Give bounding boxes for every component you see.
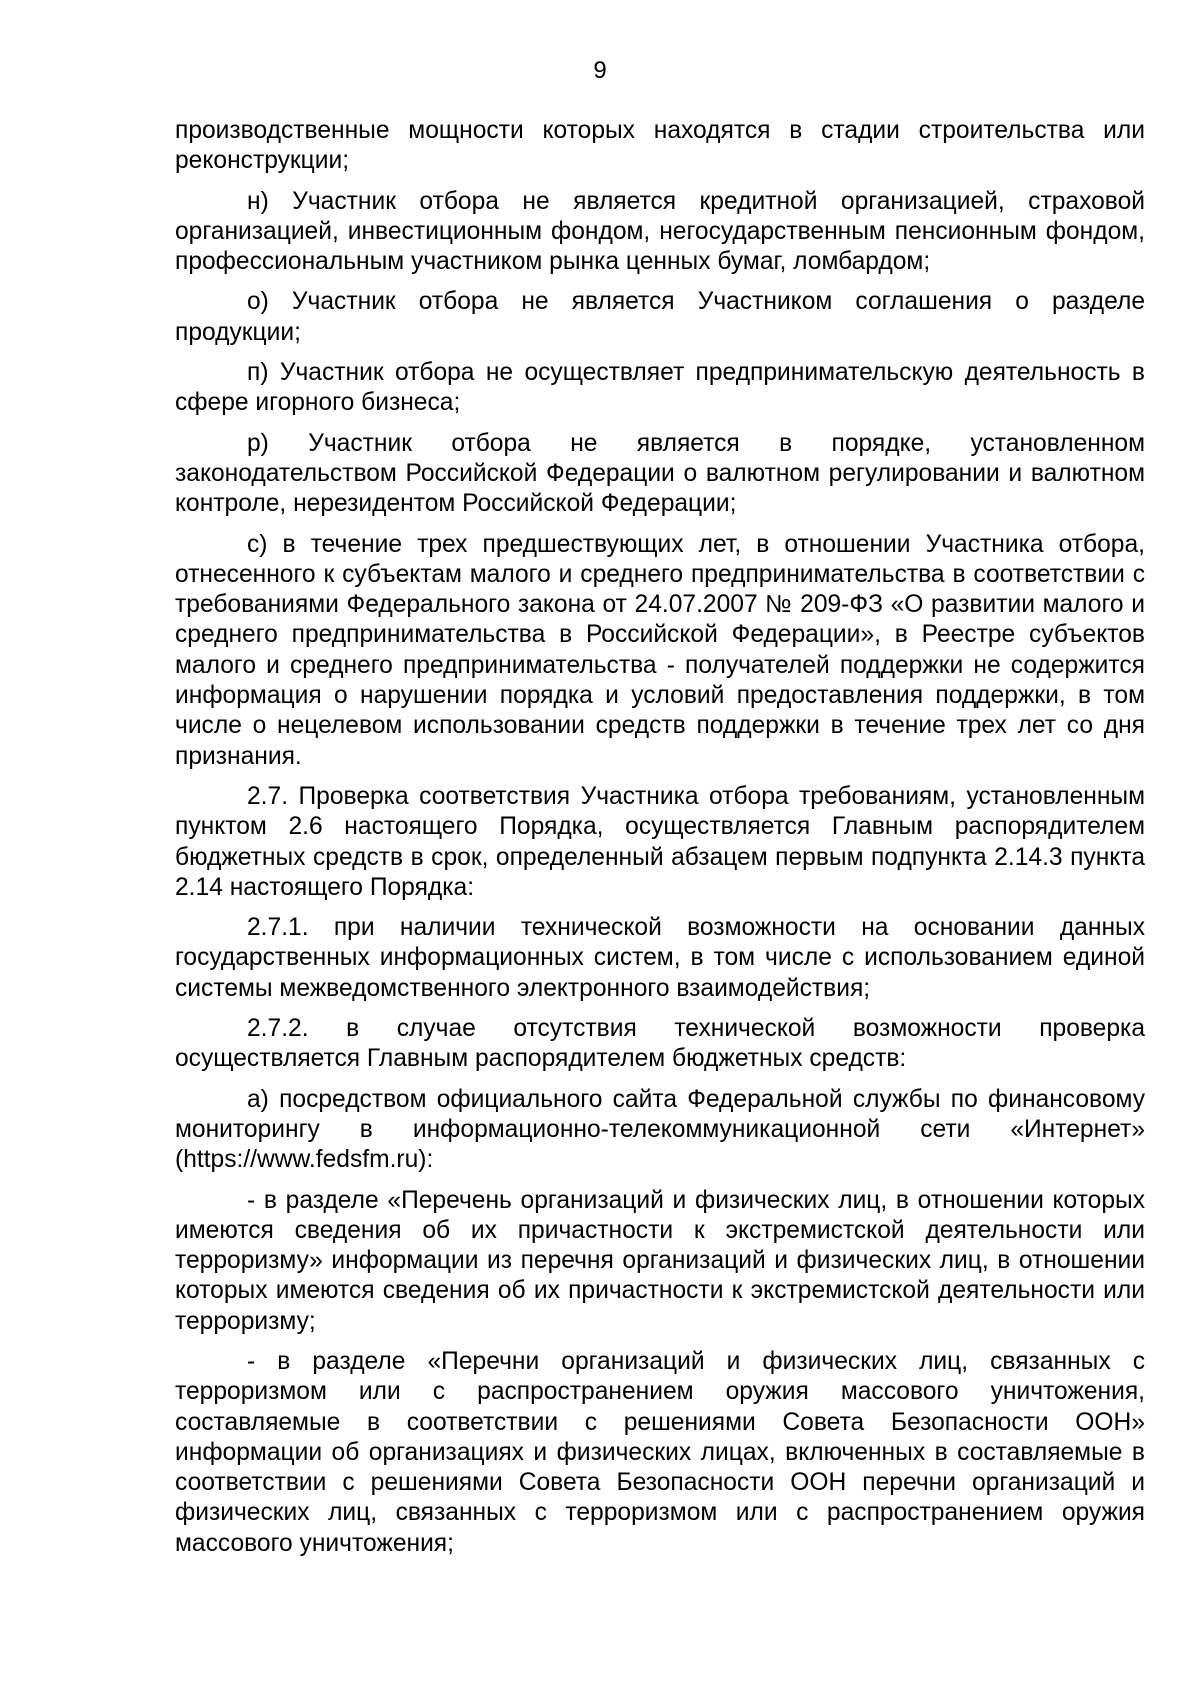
paragraph-continuation: производственные мощности которых находятся в стадии строительства или реконструкции; [175,117,1145,175]
paragraph-a: а) посредством официального сайта Федеральной службы по финансовому мониторингу в информационно-телекоммуникационной сети «Интернет» (https://www.fedsfm.ru): [175,1085,1145,1174]
paragraph-2-7: 2.7. Проверка соответствия Участника отбора требованиям, установленным пунктом 2.6 настоящего Порядка, осуществляется Главным распорядителем бюджетных средств в срок, определенный абзацем первым подпункта 2.14.3 пункта 2.14 настоящего Порядка: [175,782,1145,901]
page-number: 9 [593,57,607,84]
paragraph-s: с) в течение трех предшествующих лет, в отношении Участника отбора, отнесенного к субъектам малого и среднего предпринимательства в соответствии с требованиями Федерального закона от 24.07.2007 № 209-ФЗ «О развитии малого и среднего предпринимательства в Российской Федерации», в Реестре субъектов малого и среднего предпринимательства - получателей поддержки не содержится информация о нарушении порядка и условий предоставления поддержки, в том числе о нецелевом использовании средств поддержки в течение трех лет со дня признания. [175,530,1145,770]
paragraph-2-7-2: 2.7.2. в случае отсутствия технической возможности проверка осуществляется Главным распорядителем бюджетных средств: [175,1015,1145,1073]
paragraph-n: н) Участник отбора не является кредитной организацией, страховой организацией, инвестиционным фондом, негосударственным пенсионным фондом, профессиональным участником рынка ценных бумаг, ломбардом; [175,187,1145,276]
paragraph-dash-1: - в разделе «Перечень организаций и физических лиц, в отношении которых имеются сведения об их причастности к экстремистской деятельности или терроризму» информации из перечня организаций и физических лиц, в отношении которых имеются сведения об их причастности к экстремистской деятельности или терроризму; [175,1186,1145,1335]
paragraph-r: р) Участник отбора не является в порядке, установленном законодательством Российской Федерации о валютном регулировании и валютном контроле, нерезидентом Российской Федерации; [175,429,1145,518]
paragraph-p: п) Участник отбора не осуществляет предпринимательскую деятельность в сфере игорного бизнеса; [175,359,1145,417]
document-body [175,116,1145,1569]
paragraph-2-7-1: 2.7.1. при наличии технической возможности на основании данных государственных информационных систем, в том числе с использованием единой системы межведомственного электронного взаимодействия; [175,914,1145,1002]
paragraph-dash-2: - в разделе «Перечни организаций и физических лиц, связанных с терроризмом или с распространением оружия массового уничтожения, составляемые в соответствии с решениями Совета Безопасности ООН» информации об организациях и физических лицах, включенных в составляемые в соответствии с решениями Совета Безопасности ООН перечни организаций и физических лиц, связанных с терроризмом или с распространением оружия массового уничтожения; [175,1347,1145,1557]
paragraph-o: о) Участник отбора не является Участником соглашения о разделе продукции; [175,288,1145,346]
